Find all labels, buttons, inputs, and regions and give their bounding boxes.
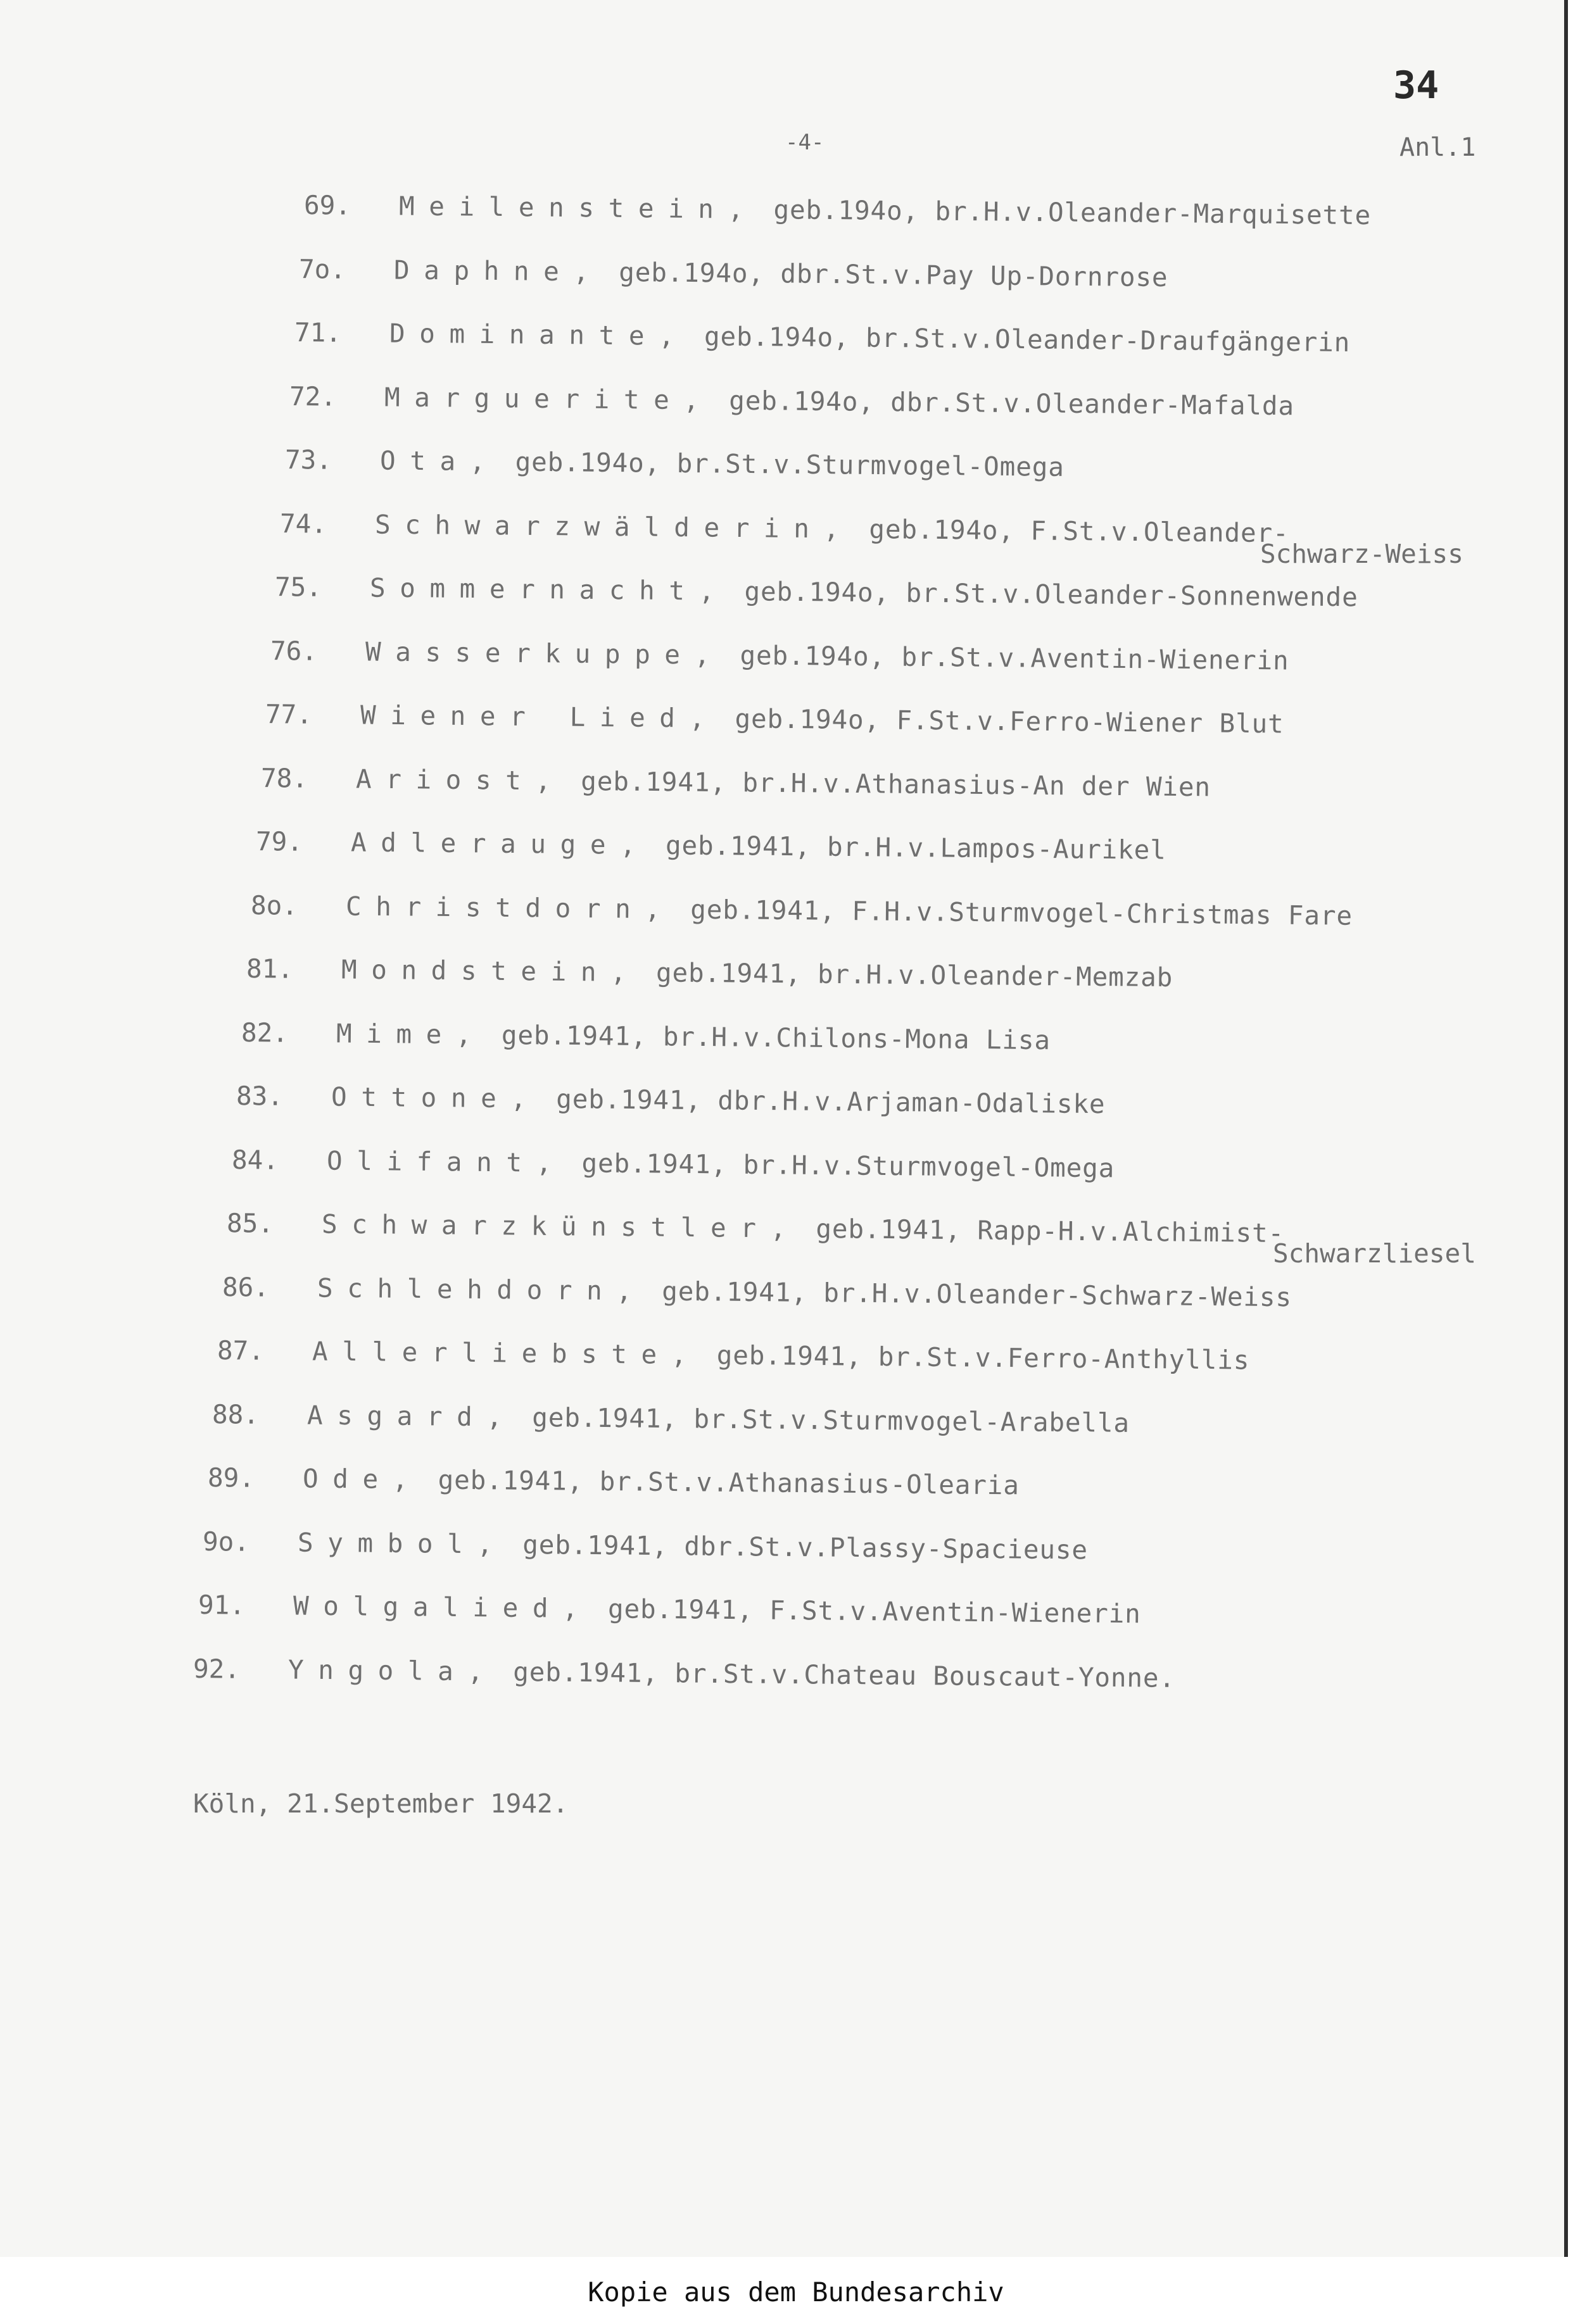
entry-details: geb.194o, br.St.v.Oleander-Sonnenwende xyxy=(744,576,1359,613)
list-item xyxy=(299,254,1168,292)
entry-details: geb.194o, dbr.St.v.Oleander-Mafalda xyxy=(729,385,1295,421)
entry-details: geb.194o, br.St.v.Aventin-Wienerin xyxy=(739,639,1289,675)
list-item xyxy=(217,1335,1250,1376)
entry-name: Meilenstein, xyxy=(398,191,759,225)
list-item xyxy=(260,763,1210,802)
list-item xyxy=(246,953,1173,993)
entry-details: geb.1941, br.St.v.Ferro-Anthyllis xyxy=(716,1340,1250,1376)
list-item xyxy=(265,699,1284,739)
annex-label: Anl.1 xyxy=(1399,133,1476,162)
scan-margin xyxy=(1568,0,1592,2257)
list-item xyxy=(284,444,1064,482)
entry-number: 75. xyxy=(275,572,322,603)
entry-number: 77. xyxy=(265,699,313,730)
closing-place-date: Köln, 21.September 1942. xyxy=(193,1788,569,1819)
entry-name: Yngola, xyxy=(287,1654,498,1687)
entry-number: 84. xyxy=(231,1144,279,1176)
entry-number: 72. xyxy=(289,380,337,412)
entry-details: geb.194o, F.St.v.Oleander- xyxy=(869,513,1289,548)
list-item xyxy=(198,1590,1140,1629)
entry-number: 83. xyxy=(236,1081,284,1112)
entry-number: 87. xyxy=(217,1335,265,1366)
entry-name: Christdorn, xyxy=(346,890,676,924)
entry-continuation: Schwarz-Weiss xyxy=(1260,538,1463,569)
list-item xyxy=(208,1462,1020,1500)
entry-name: Allerliebste, xyxy=(312,1336,702,1371)
list-item xyxy=(212,1399,1130,1438)
entry-details: geb.1941, br.St.v.Chateau Bouscaut-Yonne. xyxy=(513,1656,1176,1693)
entry-continuation: Schwarzliesel xyxy=(1273,1238,1476,1269)
list-item xyxy=(294,317,1351,358)
list-item xyxy=(270,636,1289,675)
entry-number: 74. xyxy=(279,508,327,539)
entry-details: geb.1941, br.St.v.Athanasius-Olearia xyxy=(438,1464,1020,1501)
entry-number: 76. xyxy=(270,635,318,667)
entry-number: 78. xyxy=(260,762,308,794)
entry-name: Mondstein, xyxy=(341,954,641,988)
archive-footer: Kopie aus dem Bundesarchiv xyxy=(588,2277,1004,2308)
entry-number: 69. xyxy=(303,190,351,221)
entry-name: Marguerite, xyxy=(384,381,714,415)
entry-number: 8o. xyxy=(251,889,298,921)
entry-number: 92. xyxy=(193,1653,241,1685)
list-item xyxy=(289,381,1294,421)
entry-name: Ariost, xyxy=(355,763,565,796)
entry-details: geb.1941, Rapp-H.v.Alchimist- xyxy=(816,1213,1285,1249)
entry-details: geb.1941, br.H.v.Oleander-Memzab xyxy=(655,957,1173,993)
entry-name: Asgard, xyxy=(307,1399,517,1433)
entry-name: Sommernacht, xyxy=(370,572,730,606)
entry-details: geb.194o, br.St.v.Sturmvogel-Omega xyxy=(514,446,1064,482)
entry-name: Schwarzkünstler, xyxy=(322,1209,801,1244)
entry-name: Wiener Lied, xyxy=(360,700,720,734)
entry-details: geb.194o, F.St.v.Ferro-Wiener Blut xyxy=(735,703,1284,739)
entry-name: Olifant, xyxy=(326,1145,566,1178)
list-item xyxy=(304,190,1372,230)
entry-details: geb.194o, br.H.v.Oleander-Marquisette xyxy=(773,194,1372,231)
entry-details: geb.1941, dbr.St.v.Plassy-Spacieuse xyxy=(522,1529,1089,1565)
entry-details: geb.194o, br.St.v.Oleander-Draufgängerin xyxy=(704,321,1351,358)
entry-details: geb.1941, br.H.v.Oleander-Schwarz-Weiss xyxy=(661,1276,1292,1312)
page-number: 34 xyxy=(1393,63,1439,108)
entry-name: Ode, xyxy=(302,1463,422,1495)
entry-details: geb.1941, F.St.v.Aventin-Wienerin xyxy=(607,1593,1141,1630)
list-item xyxy=(232,1145,1115,1183)
entry-name: Ota, xyxy=(379,445,500,477)
entry-number: 73. xyxy=(284,444,332,475)
list-item xyxy=(203,1526,1088,1565)
entry-number: 85. xyxy=(227,1208,274,1239)
entry-number: 82. xyxy=(241,1017,289,1048)
entry-name: Wolgalied, xyxy=(293,1590,593,1624)
list-item xyxy=(251,890,1353,931)
entry-details: geb.1941, br.H.v.Chilons-Mona Lisa xyxy=(501,1019,1051,1055)
list-item xyxy=(280,508,1289,548)
list-item xyxy=(193,1654,1175,1693)
entry-number: 88. xyxy=(212,1398,260,1430)
entry-name: Mime, xyxy=(336,1017,486,1050)
entry-number: 91. xyxy=(198,1590,245,1621)
entry-number: 81. xyxy=(246,953,293,984)
entry-number: 71. xyxy=(294,317,342,348)
entry-name: Daphne, xyxy=(394,254,604,287)
entry-number: 86. xyxy=(222,1271,269,1303)
entry-number: 7o. xyxy=(299,253,346,285)
list-item xyxy=(256,826,1166,865)
list-item xyxy=(227,1208,1284,1248)
entry-name: Ottone, xyxy=(331,1081,541,1114)
entry-details: geb.1941, br.H.v.Sturmvogel-Omega xyxy=(581,1147,1115,1183)
sheet-number: -4- xyxy=(785,130,824,155)
entry-details: geb.1941, br.St.v.Sturmvogel-Arabella xyxy=(532,1402,1130,1438)
entry-number: 79. xyxy=(255,826,303,857)
entry-details: geb.1941, dbr.H.v.Arjaman-Odaliske xyxy=(556,1083,1106,1120)
entry-details: geb.194o, dbr.St.v.Pay Up-Dornrose xyxy=(619,256,1169,292)
list-item xyxy=(236,1081,1106,1119)
entry-name: Wasserkuppe, xyxy=(365,636,724,670)
list-item xyxy=(275,572,1358,612)
entry-name: Symbol, xyxy=(297,1526,508,1560)
entry-number: 9o. xyxy=(202,1526,250,1557)
entry-name: Dominante, xyxy=(389,318,689,351)
entry-details: geb.1941, F.H.v.Sturmvogel-Christmas Fare xyxy=(690,894,1353,931)
entry-name: Schwarzwälderin, xyxy=(374,508,854,544)
entry-name: Adlerauge, xyxy=(350,827,650,860)
list-item xyxy=(222,1272,1291,1312)
entry-details: geb.1941, br.H.v.Lampos-Aurikel xyxy=(665,830,1166,865)
entry-name: Schlehdorn, xyxy=(317,1272,647,1306)
list-item xyxy=(241,1017,1051,1055)
entry-number: 89. xyxy=(207,1462,255,1493)
entry-details: geb.1941, br.H.v.Athanasius-An der Wien xyxy=(580,765,1211,802)
